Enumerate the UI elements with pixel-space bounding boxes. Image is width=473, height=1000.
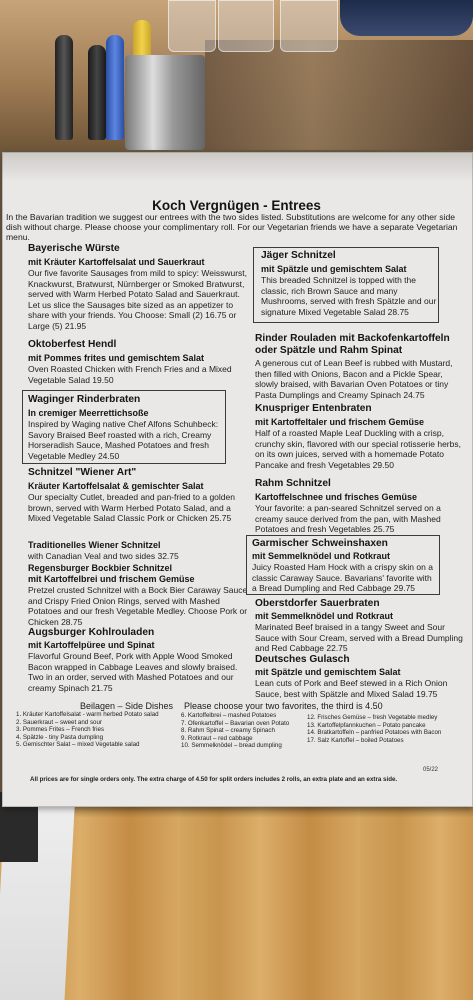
item-description: with Canadian Veal and two sides 32.75 bbox=[28, 551, 179, 561]
item-name: Garmischer Schweinshaxen bbox=[252, 538, 388, 549]
item-name: Jäger Schnitzel bbox=[261, 250, 336, 261]
sides-column-3 bbox=[307, 714, 441, 744]
item-description: Our five favorite Sausages from mild to spicy: Weisswurst, Knackwurst, Bratwurst, Nürnberger or Smoked Bratwurst, served with Warm Herbed Potato Salad and Sauerkraut. Let us slice the Sausages bite sized as an appetizer to share with your friends. You Choose: Small (2) 16.75 or Large (5) 21.95 bbox=[28, 268, 248, 331]
item-name: Schnitzel "Wiener Art" bbox=[28, 467, 137, 478]
glass bbox=[168, 0, 216, 52]
glass bbox=[280, 0, 338, 52]
beer-tap-handle bbox=[106, 35, 124, 140]
item-name: Augsburger Kohlrouladen bbox=[28, 627, 155, 638]
menu-item bbox=[28, 394, 224, 461]
side-dish: 1. Kräuter Kartoffelsalat - warm herbed Potato salad bbox=[16, 711, 159, 718]
menu-item bbox=[255, 403, 463, 470]
item-description: Flavorful Ground Beef, Pork with Apple Wood Smoked Bacon wrapped in Cabbage Leaves and slowly braised. Two in an order, served with Mashed Potatoes and our creamy Spinach 21.75 bbox=[28, 651, 238, 693]
item-description: Your favorite: a pan-seared Schnitzel served on a creamy sauce derived from the pan, with Mashed Potatoes and fresh Vegetables 25.75 bbox=[255, 503, 441, 534]
item-subtitle: mit Pommes frites und gemischtem Salat bbox=[28, 353, 205, 363]
item-name: Regensburger Bockbier Schnitzel bbox=[28, 563, 173, 573]
item-name: Knuspriger Entenbraten bbox=[255, 403, 372, 414]
item-name: Traditionelles Wiener Schnitzel bbox=[28, 540, 161, 550]
item-description: Inspired by Waging native Chef Alfons Schuhbeck: Savory Braised Beef roasted with a rich, Creamy Horseradish Sauce, Mashed Potatoes and fresh Vegetable Medley 24.50 bbox=[28, 419, 219, 461]
item-description: Our specialty Cutlet, breaded and pan-fried to a golden brown, served with Warm Herbed Potato Salad, and a Mixed Vegetable Salad Classic Pork or Chicken 25.75 bbox=[28, 492, 235, 523]
side-dish: 14. Bratkartoffeln – panfried Potatoes with Bacon bbox=[307, 729, 442, 737]
item-subtitle: mit Kräuter Kartoffelsalat und Sauerkraut bbox=[28, 257, 205, 267]
menu-item bbox=[28, 563, 250, 627]
menu-item bbox=[255, 598, 463, 654]
side-dish: 13. Kartoffelpfannkuchen – Potato pancake bbox=[307, 721, 426, 729]
item-subtitle: Kräuter Kartoffelsalat & gemischter Salat bbox=[28, 481, 204, 491]
item-subtitle: mit Semmelknödel und Rotkraut bbox=[255, 611, 394, 621]
menu-item bbox=[28, 243, 250, 331]
side-dish: 5. Gemischter Salat – mixed Vegetable salad bbox=[16, 741, 140, 749]
item-name: Waginger Rinderbraten bbox=[28, 394, 141, 405]
beer-tap-handle bbox=[55, 35, 73, 140]
menu-item bbox=[28, 467, 250, 524]
menu-item bbox=[261, 250, 441, 317]
beer-tap-handle bbox=[133, 20, 151, 60]
item-description: Pretzel crusted Schnitzel with a Bock Bier Caraway Sauce and Crispy Fried Onion Rings, served with Mashed Potatoes and our fresh Vegetable Medley. Choose Pork or Chicken 28.75 bbox=[28, 585, 248, 627]
item-name: Bayerische Würste bbox=[28, 243, 120, 254]
side-dish: 12. Frisches Gemüse – fresh Vegetable medley bbox=[307, 714, 438, 721]
item-subtitle: mit Spätzle und gemischtem Salat bbox=[261, 264, 407, 274]
item-subtitle: mit Semmelknödel und Rotkraut bbox=[252, 551, 391, 561]
item-subtitle: mit Kartoffeltaler und frischem Gemüse bbox=[255, 417, 425, 427]
sides-heading: Beilagen – Side Dishes bbox=[80, 701, 174, 711]
menu-item bbox=[28, 540, 250, 562]
menu-title: Koch Vergnügen - Entrees bbox=[152, 198, 321, 213]
sides-column-2 bbox=[181, 712, 289, 750]
item-name: Deutsches Gulasch bbox=[255, 654, 350, 665]
menu-item bbox=[255, 333, 460, 400]
item-name: Rahm Schnitzel bbox=[255, 478, 331, 489]
side-dish: 8. Rahm Spinat – creamy Spinach bbox=[181, 727, 275, 735]
side-dish: 6. Kartoffelbrei – mashed Potatoes bbox=[181, 712, 277, 719]
beer-tap-handle bbox=[88, 45, 106, 140]
item-description: Juicy Roasted Ham Hock with a crispy skin on a classic Caraway Sauce. Bavarians' favorite with a Bread Dumpling and Red Cabbage 29.75 bbox=[252, 562, 433, 593]
bowl bbox=[340, 0, 473, 36]
item-name: Rinder Rouladen mit Backofenkartoffeln oder Spätzle und Rahm Spinat bbox=[255, 333, 450, 356]
item-description: Half of a roasted Maple Leaf Duckling with a crisp, crunchy skin, flavored with our special rotisserie herbs, on its own juices, served with a homemade Potato Pancake and fresh Vegetables 29.50 bbox=[255, 428, 461, 470]
menu-intro: In the Bavarian tradition we suggest our entrees with the two sides listed. Substitutions are welcome for any other side dish without charge. Please choose your complimentary roll. For our Vegetarian friends we have a separate Vegetarian menu. bbox=[6, 212, 458, 243]
mirror-reflection bbox=[205, 40, 473, 150]
side-dish: 10. Semmelknödel – bread dumpling bbox=[181, 742, 282, 750]
cocktail-shaker bbox=[125, 55, 205, 150]
sides-instructions: Please choose your two favorites, the third is 4.50 bbox=[184, 701, 383, 711]
side-dish: 7. Ofenkartoffel – Bavarian oven Potato bbox=[181, 719, 290, 727]
glass bbox=[218, 0, 274, 52]
item-description: This breaded Schnitzel is topped with the classic, rich Brown Sauce and many Mushrooms, served with fresh Spätzle and our signature Mixed Vegetable Salad 28.75 bbox=[261, 275, 437, 317]
item-description: A generous cut of Lean Beef is rubbed with Mustard, then filled with Onions, Bacon and a Pickle Spear, slowly braised, with Bavarian Oven Potatoes or tiny Pasta Dumplings and Creamy Spinach 24.75 bbox=[255, 358, 453, 400]
item-subtitle: mit Spätzle und gemischtem Salat bbox=[255, 667, 401, 677]
menu-item bbox=[252, 538, 438, 594]
pricing-footnote: All prices are for single orders only. The extra charge of 4.50 for split orders includes 2 rolls, an extra plate and an extra side. bbox=[30, 776, 398, 783]
item-description: Oven Roasted Chicken with French Fries and a Mixed Vegetable Salad 19.50 bbox=[28, 364, 232, 385]
item-subtitle: mit Kartoffelbrei und frischem Gemüse bbox=[28, 574, 195, 584]
item-subtitle: In cremiger Meerrettichsoße bbox=[28, 408, 149, 418]
menu-item bbox=[255, 478, 463, 535]
item-subtitle: Kartoffelschnee und frisches Gemüse bbox=[255, 492, 418, 502]
menu-item bbox=[28, 339, 250, 385]
menu-item bbox=[28, 627, 250, 693]
item-name: Oktoberfest Hendl bbox=[28, 339, 117, 350]
item-description: Lean cuts of Pork and Beef stewed in a Rich Onion Sauce, best with Spätzle and Mixed Salad 19.75 bbox=[255, 678, 448, 699]
side-dish: 3. Pommes Frites – French fries bbox=[16, 726, 105, 734]
item-subtitle: mit Kartoffelpüree und Spinat bbox=[28, 640, 155, 650]
side-dish: 2. Sauerkraut – sweet and sour bbox=[16, 718, 102, 726]
side-dish: 9. Rotkraut – red cabbage bbox=[181, 734, 253, 742]
side-dish: 4. Spätzle - tiny Pasta dumpling bbox=[16, 733, 104, 741]
item-description: Marinated Beef braised in a tangy Sweet and Sour Sauce with Sour Cream, served with a Bread Dumpling and Red Cabbage 22.75 bbox=[255, 622, 463, 653]
menu-item bbox=[255, 654, 463, 699]
item-name: Oberstdorfer Sauerbraten bbox=[255, 598, 380, 609]
side-dish: 17. Salz Kartoffel – boiled Potatoes bbox=[307, 736, 404, 744]
sides-column-1 bbox=[16, 711, 159, 749]
print-date: 05/22 bbox=[423, 767, 439, 773]
